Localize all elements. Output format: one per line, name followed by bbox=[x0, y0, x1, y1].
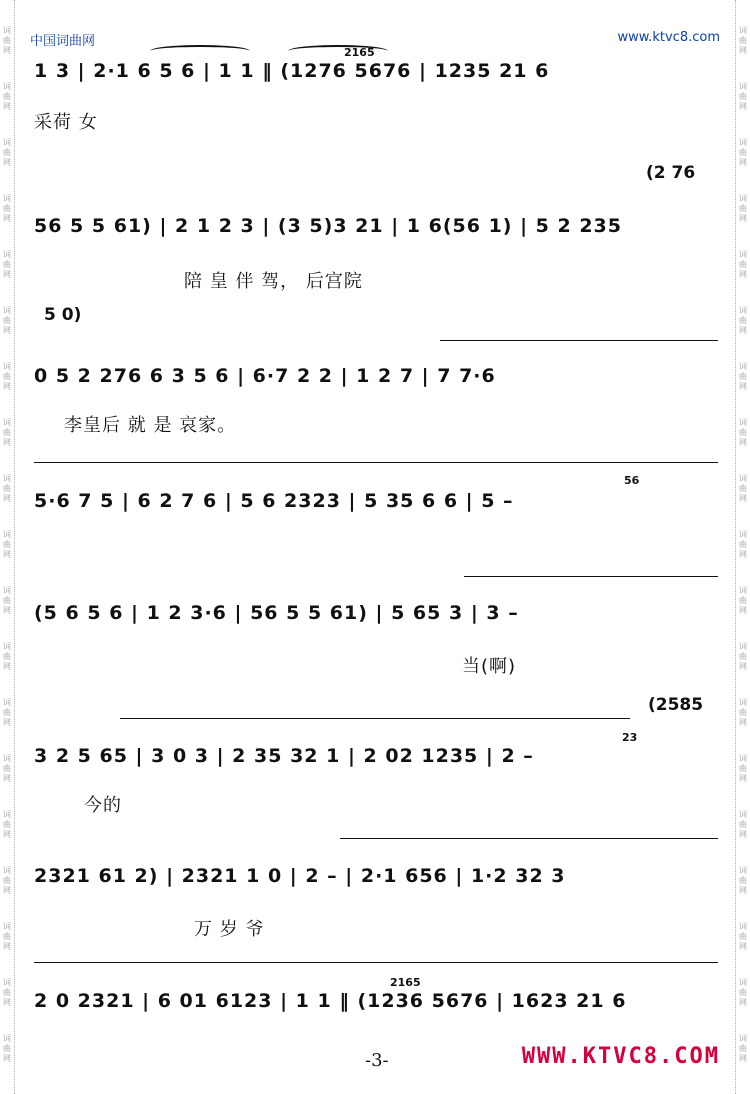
side-watermark-char: 网 bbox=[739, 774, 747, 783]
site-url-right: www.ktvc8.com bbox=[617, 30, 720, 45]
slur bbox=[288, 45, 388, 57]
lyrics-line: 李皇后 就 是 哀家。 bbox=[64, 415, 237, 436]
side-watermark-char: 曲 bbox=[739, 372, 747, 381]
notation-line: 5·6 7 5 | 6 2 7 6 | 5 6 2323 | 5 35 6 6 | 5 – bbox=[34, 490, 514, 512]
side-watermark-char: 词 bbox=[3, 138, 11, 147]
side-watermark-char: 网 bbox=[739, 718, 747, 727]
side-watermark-char: 曲 bbox=[739, 260, 747, 269]
side-watermark-char: 词 bbox=[3, 754, 11, 763]
side-watermark-char: 词 bbox=[739, 194, 747, 203]
side-watermark-char: 曲 bbox=[739, 596, 747, 605]
side-watermark-char: 网 bbox=[3, 886, 11, 895]
side-watermark-char: 网 bbox=[3, 606, 11, 615]
slur-line bbox=[440, 340, 718, 341]
notation-line: 0 5 2 276 6 3 5 6 | 6·7 2 2 | 1 2 7 | 7 7·6 bbox=[34, 365, 496, 387]
side-watermark-char: 词 bbox=[3, 866, 11, 875]
side-watermark-char: 曲 bbox=[3, 820, 11, 829]
side-watermark-char: 词 bbox=[739, 474, 747, 483]
side-watermark-char: 曲 bbox=[739, 484, 747, 493]
side-watermark-char: 词 bbox=[3, 194, 11, 203]
side-watermark-char: 曲 bbox=[739, 1044, 747, 1053]
side-watermark-char: 网 bbox=[739, 158, 747, 167]
side-watermark-char: 网 bbox=[739, 998, 747, 1007]
side-watermark-char: 词 bbox=[3, 642, 11, 651]
side-watermark-char: 曲 bbox=[739, 876, 747, 885]
side-watermark-char: 词 bbox=[3, 530, 11, 539]
notation-line: 3 2 5 65 | 3 0 3 | 2 35 32 1 | 2 02 1235 | 2 – bbox=[34, 745, 534, 767]
side-watermark-char: 词 bbox=[3, 362, 11, 371]
side-watermark-char: 网 bbox=[3, 774, 11, 783]
side-watermark-char: 曲 bbox=[739, 708, 747, 717]
slur-line bbox=[34, 962, 718, 963]
side-watermark-char: 词 bbox=[3, 698, 11, 707]
side-watermark-char: 曲 bbox=[3, 260, 11, 269]
side-watermark-char: 曲 bbox=[3, 876, 11, 885]
side-watermark-char: 曲 bbox=[739, 820, 747, 829]
side-watermark-char: 词 bbox=[739, 362, 747, 371]
side-watermark-char: 曲 bbox=[3, 708, 11, 717]
side-watermark-char: 曲 bbox=[3, 428, 11, 437]
side-watermark-char: 网 bbox=[3, 494, 11, 503]
lyrics-line: 采荷 女 bbox=[34, 112, 98, 133]
side-watermark-char: 网 bbox=[739, 1054, 747, 1063]
side-watermark-char: 网 bbox=[3, 46, 11, 55]
slur-line bbox=[464, 576, 718, 577]
side-watermark-char: 网 bbox=[739, 606, 747, 615]
side-watermark-char: 词 bbox=[3, 922, 11, 931]
side-watermark-char: 曲 bbox=[739, 316, 747, 325]
side-watermark-char: 曲 bbox=[3, 316, 11, 325]
side-watermark-char: 词 bbox=[739, 530, 747, 539]
side-watermark-char: 词 bbox=[3, 810, 11, 819]
side-watermark-char: 词 bbox=[739, 978, 747, 987]
cue-notes: (2585 bbox=[648, 695, 704, 715]
grace-notes: 2165 bbox=[390, 976, 421, 989]
side-watermark-char: 词 bbox=[739, 754, 747, 763]
side-watermark-char: 词 bbox=[739, 922, 747, 931]
side-watermark-char: 词 bbox=[739, 250, 747, 259]
side-watermark-char: 网 bbox=[3, 214, 11, 223]
watermark-url: WWW.KTVC8.COM bbox=[521, 1044, 720, 1069]
side-watermark-char: 网 bbox=[739, 326, 747, 335]
side-watermark-char: 网 bbox=[3, 270, 11, 279]
side-watermark-char: 曲 bbox=[739, 988, 747, 997]
side-watermark-char: 词 bbox=[3, 978, 11, 987]
left-watermark-strip bbox=[0, 0, 15, 1094]
side-watermark-char: 网 bbox=[739, 942, 747, 951]
side-watermark-char: 网 bbox=[739, 438, 747, 447]
side-watermark-char: 曲 bbox=[739, 540, 747, 549]
side-watermark-char: 曲 bbox=[739, 204, 747, 213]
notation-line: (5 6 5 6 | 1 2 3·6 | 56 5 5 61) | 5 65 3 | 3 – bbox=[34, 602, 519, 624]
grace-notes: 23 bbox=[622, 731, 638, 744]
side-watermark-char: 曲 bbox=[3, 540, 11, 549]
side-watermark-char: 曲 bbox=[739, 652, 747, 661]
cue-notes: 5 0) bbox=[44, 305, 82, 325]
grace-notes: 56 bbox=[624, 474, 640, 487]
side-watermark-char: 曲 bbox=[3, 652, 11, 661]
side-watermark-char: 曲 bbox=[3, 932, 11, 941]
side-watermark-char: 网 bbox=[3, 1054, 11, 1063]
side-watermark-char: 网 bbox=[739, 214, 747, 223]
side-watermark-char: 曲 bbox=[3, 764, 11, 773]
side-watermark-char: 曲 bbox=[3, 92, 11, 101]
side-watermark-char: 网 bbox=[739, 550, 747, 559]
side-watermark-char: 网 bbox=[3, 438, 11, 447]
side-watermark-char: 曲 bbox=[3, 204, 11, 213]
side-watermark-char: 曲 bbox=[739, 428, 747, 437]
side-watermark-char: 词 bbox=[739, 418, 747, 427]
grace-notes: 2165 bbox=[344, 46, 375, 59]
side-watermark-char: 词 bbox=[3, 306, 11, 315]
side-watermark-char: 词 bbox=[739, 306, 747, 315]
side-watermark-char: 词 bbox=[3, 474, 11, 483]
cue-notes: (2 76 bbox=[646, 163, 696, 183]
side-watermark-char: 网 bbox=[739, 886, 747, 895]
side-watermark-char: 网 bbox=[739, 102, 747, 111]
side-watermark-char: 词 bbox=[739, 810, 747, 819]
side-watermark-char: 词 bbox=[739, 26, 747, 35]
side-watermark-char: 网 bbox=[3, 942, 11, 951]
side-watermark-char: 词 bbox=[739, 1034, 747, 1043]
side-watermark-char: 词 bbox=[739, 82, 747, 91]
side-watermark-char: 网 bbox=[3, 326, 11, 335]
side-watermark-char: 网 bbox=[739, 662, 747, 671]
site-name-left: 中国词曲网 bbox=[30, 34, 96, 49]
side-watermark-char: 曲 bbox=[739, 148, 747, 157]
side-watermark-char: 词 bbox=[3, 418, 11, 427]
side-watermark-char: 网 bbox=[3, 998, 11, 1007]
side-watermark-char: 曲 bbox=[739, 764, 747, 773]
notation-line: 2321 61 2) | 2321 1 0 | 2 – | 2·1 656 | 1·2 32 3 bbox=[34, 865, 566, 887]
side-watermark-char: 网 bbox=[739, 46, 747, 55]
side-watermark-char: 网 bbox=[3, 382, 11, 391]
side-watermark-char: 曲 bbox=[3, 484, 11, 493]
notation-line: 56 5 5 61) | 2 1 2 3 | (3 5)3 21 | 1 6(56 1) | 5 2 235 bbox=[34, 215, 622, 237]
side-watermark-char: 词 bbox=[739, 138, 747, 147]
side-watermark-char: 词 bbox=[3, 250, 11, 259]
side-watermark-char: 网 bbox=[739, 270, 747, 279]
side-watermark-char: 词 bbox=[739, 866, 747, 875]
lyrics-line: 陪 皇 伴 驾， 后宫院 bbox=[184, 271, 363, 292]
side-watermark-char: 曲 bbox=[739, 932, 747, 941]
notation-line: 1 3 | 2·1 6 5 6 | 1 1 ‖ (1276 5676 | 1235 21 6 bbox=[34, 60, 550, 82]
side-watermark-char: 网 bbox=[739, 382, 747, 391]
side-watermark-char: 网 bbox=[3, 102, 11, 111]
right-watermark-strip bbox=[735, 0, 750, 1094]
side-watermark-char: 网 bbox=[3, 158, 11, 167]
slur bbox=[150, 45, 250, 57]
side-watermark-char: 曲 bbox=[739, 92, 747, 101]
side-watermark-char: 网 bbox=[739, 830, 747, 839]
side-watermark-char: 曲 bbox=[3, 372, 11, 381]
side-watermark-char: 网 bbox=[3, 830, 11, 839]
side-watermark-char: 词 bbox=[3, 1034, 11, 1043]
notation-line: 2 0 2321 | 6 01 6123 | 1 1 ‖ (1236 5676 | 1623 21 6 bbox=[34, 990, 627, 1012]
side-watermark-char: 词 bbox=[739, 642, 747, 651]
side-watermark-char: 词 bbox=[3, 82, 11, 91]
slur-line bbox=[120, 718, 630, 719]
lyrics-line: 万 岁 爷 bbox=[194, 919, 265, 940]
side-watermark-char: 词 bbox=[739, 586, 747, 595]
slur-line bbox=[34, 462, 718, 463]
side-watermark-char: 词 bbox=[3, 26, 11, 35]
side-watermark-char: 词 bbox=[3, 586, 11, 595]
side-watermark-char: 曲 bbox=[3, 596, 11, 605]
side-watermark-char: 网 bbox=[3, 662, 11, 671]
side-watermark-char: 曲 bbox=[3, 1044, 11, 1053]
lyrics-line: 今的 bbox=[84, 795, 122, 816]
slur-line bbox=[340, 838, 718, 839]
lyrics-line: 当(啊) bbox=[462, 656, 517, 677]
page-number: -3- bbox=[365, 1050, 389, 1071]
side-watermark-char: 曲 bbox=[3, 36, 11, 45]
side-watermark-char: 词 bbox=[739, 698, 747, 707]
side-watermark-char: 网 bbox=[3, 718, 11, 727]
side-watermark-char: 网 bbox=[3, 550, 11, 559]
side-watermark-char: 曲 bbox=[3, 148, 11, 157]
side-watermark-char: 曲 bbox=[739, 36, 747, 45]
side-watermark-char: 曲 bbox=[3, 988, 11, 997]
side-watermark-char: 网 bbox=[739, 494, 747, 503]
